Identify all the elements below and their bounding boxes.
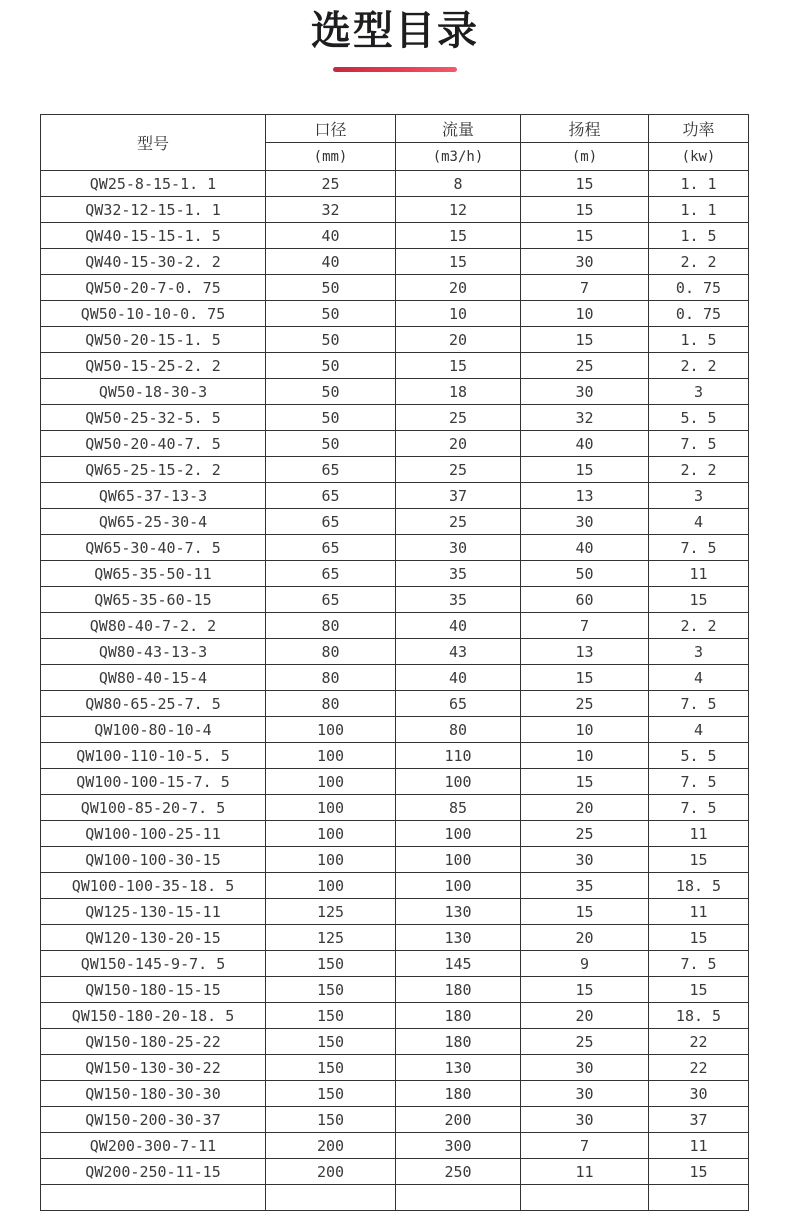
table-row: [41, 613, 749, 639]
cell-flow: 130: [396, 925, 521, 951]
cell-model: QW150-200-30-37: [41, 1107, 266, 1133]
cell-power: 3: [649, 639, 749, 665]
cell-model: QW25-8-15-1. 1: [41, 171, 266, 197]
column-header-head: 扬程: [521, 115, 649, 143]
table-row: [41, 587, 749, 613]
table-header: [41, 115, 749, 171]
cell-model: QW200-250-11-15: [41, 1159, 266, 1185]
cell-diameter: 32: [266, 197, 396, 223]
table-row: [41, 977, 749, 1003]
cell-flow: 15: [396, 249, 521, 275]
column-unit-power: (kw): [649, 143, 749, 171]
cell-power: 0. 75: [649, 275, 749, 301]
table-row: [41, 405, 749, 431]
cell-flow: 300: [396, 1133, 521, 1159]
cell-flow: 250: [396, 1159, 521, 1185]
table-row: [41, 223, 749, 249]
table-row: [41, 249, 749, 275]
cell-model: QW65-35-60-15: [41, 587, 266, 613]
cell-head: 25: [521, 353, 649, 379]
cell-head: 20: [521, 1003, 649, 1029]
cell-diameter: 100: [266, 769, 396, 795]
cell-flow: 40: [396, 665, 521, 691]
cell-model: QW100-100-25-11: [41, 821, 266, 847]
table-row: [41, 691, 749, 717]
table-row: [41, 509, 749, 535]
cell-diameter: 50: [266, 405, 396, 431]
table-row: [41, 1107, 749, 1133]
table-row: [41, 925, 749, 951]
cell-power: 1. 1: [649, 197, 749, 223]
table-row: [41, 1003, 749, 1029]
cell-power: 7. 5: [649, 769, 749, 795]
cell-diameter: [266, 1185, 396, 1211]
table-row-partial: [41, 1185, 749, 1211]
cell-power: 1. 1: [649, 171, 749, 197]
cell-head: [521, 1185, 649, 1211]
cell-power: 11: [649, 561, 749, 587]
cell-diameter: 65: [266, 483, 396, 509]
cell-head: 35: [521, 873, 649, 899]
cell-diameter: 80: [266, 613, 396, 639]
cell-head: 10: [521, 301, 649, 327]
column-unit-flow: (m3/h): [396, 143, 521, 171]
cell-head: 50: [521, 561, 649, 587]
cell-model: QW120-130-20-15: [41, 925, 266, 951]
column-header-power: 功率: [649, 115, 749, 143]
cell-model: QW50-20-40-7. 5: [41, 431, 266, 457]
cell-model: QW100-110-10-5. 5: [41, 743, 266, 769]
cell-power: 3: [649, 483, 749, 509]
cell-flow: 180: [396, 1003, 521, 1029]
cell-power: 4: [649, 717, 749, 743]
cell-head: 60: [521, 587, 649, 613]
cell-power: 18. 5: [649, 1003, 749, 1029]
cell-power: 7. 5: [649, 431, 749, 457]
cell-power: 7. 5: [649, 795, 749, 821]
cell-diameter: 50: [266, 301, 396, 327]
cell-diameter: 65: [266, 457, 396, 483]
cell-head: 15: [521, 457, 649, 483]
cell-flow: 37: [396, 483, 521, 509]
selection-catalog-table: [40, 114, 749, 1211]
cell-head: 7: [521, 275, 649, 301]
cell-power: 11: [649, 1133, 749, 1159]
cell-power: 1. 5: [649, 223, 749, 249]
title-underline-bar: [333, 67, 457, 72]
cell-model: QW80-40-15-4: [41, 665, 266, 691]
cell-flow: 20: [396, 275, 521, 301]
cell-power: 15: [649, 925, 749, 951]
cell-head: 15: [521, 665, 649, 691]
cell-diameter: 125: [266, 899, 396, 925]
cell-flow: 15: [396, 353, 521, 379]
cell-diameter: 65: [266, 535, 396, 561]
cell-diameter: 50: [266, 379, 396, 405]
cell-model: QW65-30-40-7. 5: [41, 535, 266, 561]
cell-power: 15: [649, 587, 749, 613]
cell-diameter: 100: [266, 743, 396, 769]
table-row: [41, 561, 749, 587]
cell-flow: 110: [396, 743, 521, 769]
table-row: [41, 1029, 749, 1055]
cell-head: 20: [521, 925, 649, 951]
table-row: [41, 769, 749, 795]
cell-power: 2. 2: [649, 249, 749, 275]
cell-flow: 20: [396, 431, 521, 457]
table-row: [41, 899, 749, 925]
table-row: [41, 821, 749, 847]
table-row: [41, 1055, 749, 1081]
cell-diameter: 150: [266, 1107, 396, 1133]
cell-diameter: 100: [266, 873, 396, 899]
column-header-diameter: 口径: [266, 115, 396, 143]
cell-flow: 130: [396, 1055, 521, 1081]
cell-flow: 80: [396, 717, 521, 743]
cell-power: 5. 5: [649, 743, 749, 769]
cell-diameter: 150: [266, 1003, 396, 1029]
column-header-model: 型号: [41, 115, 266, 171]
cell-flow: 35: [396, 561, 521, 587]
cell-model: QW100-100-15-7. 5: [41, 769, 266, 795]
cell-power: 2. 2: [649, 353, 749, 379]
cell-head: 7: [521, 613, 649, 639]
cell-model: QW50-25-32-5. 5: [41, 405, 266, 431]
cell-flow: 20: [396, 327, 521, 353]
cell-head: 13: [521, 639, 649, 665]
cell-model: QW100-100-30-15: [41, 847, 266, 873]
cell-diameter: 100: [266, 847, 396, 873]
cell-diameter: 150: [266, 1055, 396, 1081]
cell-head: 13: [521, 483, 649, 509]
cell-diameter: 80: [266, 691, 396, 717]
cell-flow: 100: [396, 873, 521, 899]
cell-diameter: 200: [266, 1159, 396, 1185]
table-row: [41, 795, 749, 821]
cell-model: QW50-20-7-0. 75: [41, 275, 266, 301]
cell-diameter: 100: [266, 795, 396, 821]
cell-head: 15: [521, 197, 649, 223]
cell-flow: 200: [396, 1107, 521, 1133]
cell-head: 15: [521, 223, 649, 249]
column-unit-diameter: (mm): [266, 143, 396, 171]
cell-model: QW100-85-20-7. 5: [41, 795, 266, 821]
cell-model: QW80-43-13-3: [41, 639, 266, 665]
cell-diameter: 150: [266, 951, 396, 977]
cell-model: QW50-20-15-1. 5: [41, 327, 266, 353]
cell-flow: 100: [396, 821, 521, 847]
cell-diameter: 150: [266, 1081, 396, 1107]
cell-flow: 130: [396, 899, 521, 925]
table-row: [41, 873, 749, 899]
cell-flow: 25: [396, 457, 521, 483]
cell-diameter: 150: [266, 1029, 396, 1055]
table-row: [41, 457, 749, 483]
cell-model: QW80-40-7-2. 2: [41, 613, 266, 639]
cell-power: 2. 2: [649, 457, 749, 483]
cell-power: 4: [649, 665, 749, 691]
cell-flow: 100: [396, 847, 521, 873]
cell-power: 3: [649, 379, 749, 405]
cell-head: 15: [521, 769, 649, 795]
cell-diameter: 40: [266, 249, 396, 275]
cell-power: 22: [649, 1055, 749, 1081]
cell-model: QW150-180-25-22: [41, 1029, 266, 1055]
table-header-row-labels: [41, 115, 749, 143]
cell-flow: 25: [396, 509, 521, 535]
cell-model: QW125-130-15-11: [41, 899, 266, 925]
cell-flow: 85: [396, 795, 521, 821]
cell-model: QW100-80-10-4: [41, 717, 266, 743]
cell-flow: 25: [396, 405, 521, 431]
cell-head: 15: [521, 977, 649, 1003]
cell-head: 15: [521, 171, 649, 197]
cell-power: 18. 5: [649, 873, 749, 899]
table-row: [41, 639, 749, 665]
table-row: [41, 1133, 749, 1159]
cell-power: 37: [649, 1107, 749, 1133]
cell-model: [41, 1185, 266, 1211]
table-row: [41, 483, 749, 509]
cell-model: QW150-130-30-22: [41, 1055, 266, 1081]
cell-head: 7: [521, 1133, 649, 1159]
cell-flow: 100: [396, 769, 521, 795]
cell-model: QW50-10-10-0. 75: [41, 301, 266, 327]
cell-head: 25: [521, 691, 649, 717]
cell-flow: 65: [396, 691, 521, 717]
cell-head: 30: [521, 847, 649, 873]
cell-flow: 180: [396, 977, 521, 1003]
cell-model: QW80-65-25-7. 5: [41, 691, 266, 717]
cell-model: QW40-15-30-2. 2: [41, 249, 266, 275]
cell-head: 30: [521, 1081, 649, 1107]
cell-power: 15: [649, 847, 749, 873]
cell-diameter: 40: [266, 223, 396, 249]
cell-diameter: 100: [266, 821, 396, 847]
table-row: [41, 171, 749, 197]
table-row: [41, 379, 749, 405]
table-row: [41, 847, 749, 873]
cell-power: 7. 5: [649, 691, 749, 717]
cell-diameter: 200: [266, 1133, 396, 1159]
cell-model: QW100-100-35-18. 5: [41, 873, 266, 899]
cell-diameter: 50: [266, 275, 396, 301]
cell-model: QW200-300-7-11: [41, 1133, 266, 1159]
cell-diameter: 50: [266, 431, 396, 457]
cell-head: 30: [521, 1055, 649, 1081]
cell-head: 9: [521, 951, 649, 977]
cell-head: 15: [521, 327, 649, 353]
table-row: [41, 197, 749, 223]
cell-diameter: 65: [266, 587, 396, 613]
table-row: [41, 717, 749, 743]
cell-flow: 18: [396, 379, 521, 405]
cell-head: 11: [521, 1159, 649, 1185]
cell-flow: 15: [396, 223, 521, 249]
cell-head: 10: [521, 743, 649, 769]
cell-flow: 145: [396, 951, 521, 977]
cell-power: 7. 5: [649, 951, 749, 977]
cell-flow: 12: [396, 197, 521, 223]
cell-head: 30: [521, 379, 649, 405]
cell-model: QW150-180-20-18. 5: [41, 1003, 266, 1029]
cell-head: 15: [521, 899, 649, 925]
cell-diameter: 50: [266, 353, 396, 379]
table-row: [41, 1081, 749, 1107]
cell-power: 0. 75: [649, 301, 749, 327]
cell-head: 40: [521, 431, 649, 457]
cell-power: 7. 5: [649, 535, 749, 561]
cell-head: 32: [521, 405, 649, 431]
cell-model: QW65-25-30-4: [41, 509, 266, 535]
cell-flow: 10: [396, 301, 521, 327]
table-row: [41, 327, 749, 353]
table-row: [41, 665, 749, 691]
cell-diameter: 125: [266, 925, 396, 951]
table-row: [41, 275, 749, 301]
table-body: [41, 171, 749, 1211]
cell-model: QW150-145-9-7. 5: [41, 951, 266, 977]
cell-model: QW150-180-30-30: [41, 1081, 266, 1107]
table-row: [41, 301, 749, 327]
cell-head: 10: [521, 717, 649, 743]
cell-head: 30: [521, 509, 649, 535]
table-row: [41, 951, 749, 977]
cell-power: 15: [649, 1159, 749, 1185]
cell-flow: 8: [396, 171, 521, 197]
cell-head: 30: [521, 1107, 649, 1133]
cell-power: 11: [649, 821, 749, 847]
cell-diameter: 80: [266, 639, 396, 665]
cell-diameter: 50: [266, 327, 396, 353]
cell-diameter: 65: [266, 561, 396, 587]
cell-diameter: 65: [266, 509, 396, 535]
cell-flow: 180: [396, 1081, 521, 1107]
cell-diameter: 100: [266, 717, 396, 743]
cell-flow: 35: [396, 587, 521, 613]
table-row: [41, 431, 749, 457]
cell-flow: 180: [396, 1029, 521, 1055]
cell-power: [649, 1185, 749, 1211]
cell-head: 40: [521, 535, 649, 561]
table-row: [41, 535, 749, 561]
cell-model: QW50-15-25-2. 2: [41, 353, 266, 379]
column-header-flow: 流量: [396, 115, 521, 143]
cell-power: 30: [649, 1081, 749, 1107]
cell-power: 4: [649, 509, 749, 535]
table-row: [41, 353, 749, 379]
cell-flow: [396, 1185, 521, 1211]
cell-model: QW65-25-15-2. 2: [41, 457, 266, 483]
cell-model: QW65-35-50-11: [41, 561, 266, 587]
table-row: [41, 743, 749, 769]
cell-model: QW50-18-30-3: [41, 379, 266, 405]
cell-model: QW32-12-15-1. 1: [41, 197, 266, 223]
table-row: [41, 1159, 749, 1185]
cell-diameter: 25: [266, 171, 396, 197]
cell-flow: 40: [396, 613, 521, 639]
cell-head: 30: [521, 249, 649, 275]
cell-model: QW65-37-13-3: [41, 483, 266, 509]
cell-power: 1. 5: [649, 327, 749, 353]
cell-head: 25: [521, 1029, 649, 1055]
cell-model: QW150-180-15-15: [41, 977, 266, 1003]
cell-power: 11: [649, 899, 749, 925]
cell-head: 25: [521, 821, 649, 847]
cell-model: QW40-15-15-1. 5: [41, 223, 266, 249]
cell-power: 5. 5: [649, 405, 749, 431]
cell-power: 22: [649, 1029, 749, 1055]
column-unit-head: (m): [521, 143, 649, 171]
cell-diameter: 150: [266, 977, 396, 1003]
cell-head: 20: [521, 795, 649, 821]
page-title: 选型目录: [311, 8, 479, 54]
cell-flow: 43: [396, 639, 521, 665]
cell-diameter: 80: [266, 665, 396, 691]
cell-power: 15: [649, 977, 749, 1003]
cell-flow: 30: [396, 535, 521, 561]
cell-power: 2. 2: [649, 613, 749, 639]
